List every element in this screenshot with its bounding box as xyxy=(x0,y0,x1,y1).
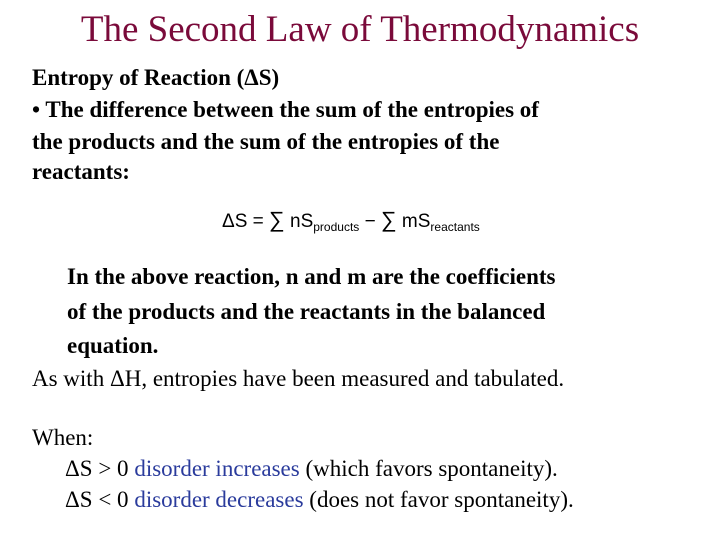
bullet-line-1: • The difference between the sum of the entropies of xyxy=(32,97,539,122)
section-heading: Entropy of Reaction (ΔS) xyxy=(32,65,280,90)
explanation-line-1: In the above reaction, n and m are the coefficients xyxy=(67,264,556,289)
formula-term-reactants: mS xyxy=(401,211,431,232)
explanation-line-3: equation. xyxy=(67,333,159,358)
explanation-line-2: of the products and the reactants in the balanced xyxy=(67,299,546,324)
entropy-formula xyxy=(222,208,480,239)
summation-symbol-1: ∑ xyxy=(269,207,285,232)
formula-minus: − xyxy=(364,211,376,232)
tabulated-note: As with ΔH, entropies have been measured and tabulated. xyxy=(32,366,565,391)
when-label: When: xyxy=(32,425,94,450)
formula-sub-reactants: reactants xyxy=(430,220,480,234)
condition-positive-prefix: ΔS > 0 xyxy=(65,456,135,481)
condition-negative-highlight: disorder decreases xyxy=(134,487,304,512)
condition-negative-suffix: (does not favor spontaneity). xyxy=(303,487,574,512)
condition-negative xyxy=(65,485,574,515)
bullet-line-3: reactants: xyxy=(32,159,130,184)
condition-positive-suffix: (which favors spontaneity). xyxy=(299,456,558,481)
summation-symbol-2: ∑ xyxy=(380,207,397,232)
condition-positive xyxy=(65,454,558,484)
formula-lhs: ΔS = xyxy=(222,211,264,232)
bullet-line-2: the products and the sum of the entropies of the xyxy=(32,129,500,154)
formula-sub-products: products xyxy=(313,220,360,234)
condition-positive-highlight: disorder increases xyxy=(134,456,300,481)
slide-title: The Second Law of Thermodynamics xyxy=(80,9,640,50)
formula-term-products: nS xyxy=(290,211,314,232)
condition-negative-prefix: ΔS < 0 xyxy=(65,487,135,512)
